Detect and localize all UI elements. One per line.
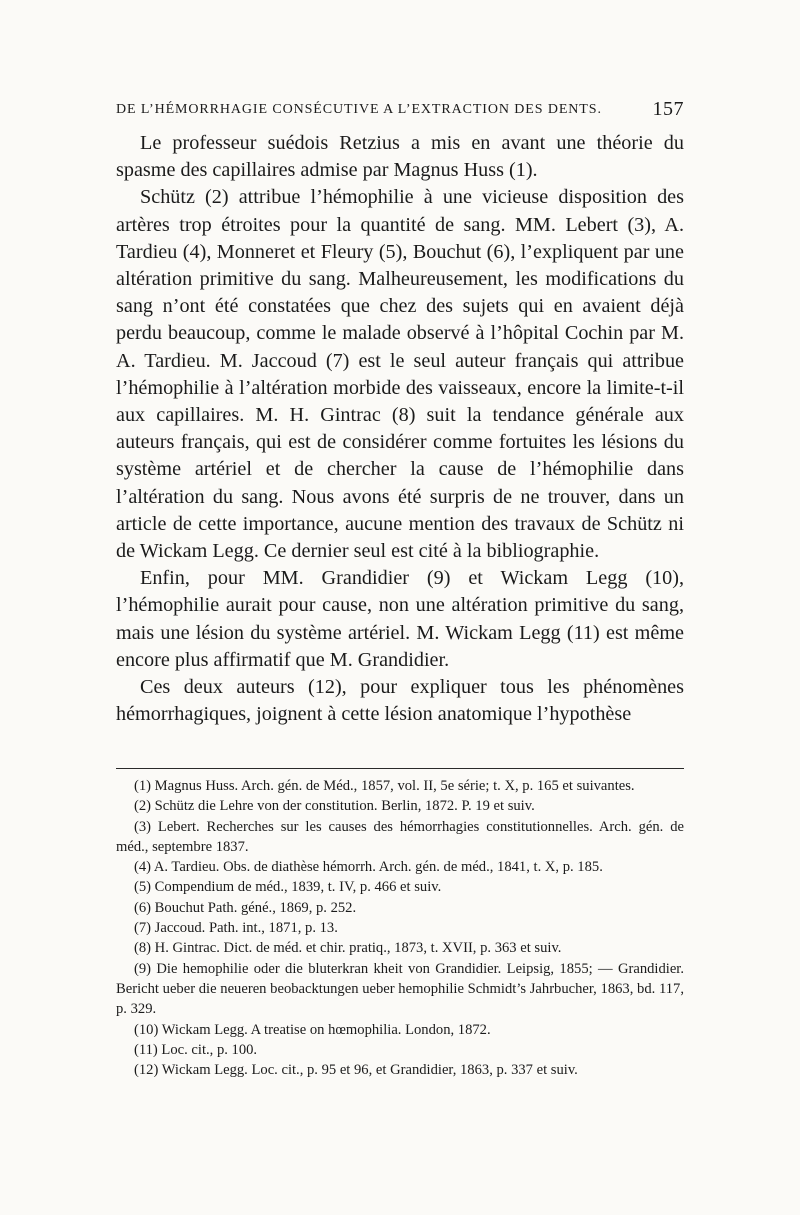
running-head [116, 98, 684, 122]
footnote: (10) Wickam Legg. A treatise on hœmophilia. London, 1872. [134, 1021, 491, 1038]
footnote: (3) Lebert. Recherches sur les causes des hémorrhagies constitutionnelles. Arch. gén. de méd., septembre 1837. [116, 818, 684, 855]
paragraph: Ces deux auteurs (12), pour expliquer tous les phénomènes hémorrhagiques, joignent à cette lésion anatomique l’hypothèse [116, 676, 684, 726]
paragraph: Enfin, pour MM. Grandidier (9) et Wickam Legg (10), l’hémophilie aurait pour cause, non une altération primitive du sang, mais une lésion du système artériel. M. Wickam Legg (11) est même encore plus affirmatif que M. Grandidier. [116, 567, 684, 671]
paragraph: Le professeur suédois Retzius a mis en avant une théorie du spasme des capillaires admise par Magnus Huss (1). [116, 132, 684, 182]
footnotes [116, 776, 684, 1080]
footnote: (6) Bouchut Path. géné., 1869, p. 252. [134, 899, 357, 916]
footnote-separator [116, 768, 684, 769]
footnote: (2) Schütz die Lehre von der constitution. Berlin, 1872. P. 19 et suiv. [134, 798, 535, 815]
footnote: (12) Wickam Legg. Loc. cit., p. 95 et 96, et Grandidier, 1863, p. 337 et suiv. [134, 1062, 578, 1079]
page-number: 157 [652, 98, 684, 120]
footnote: (1) Magnus Huss. Arch. gén. de Méd., 1857, vol. II, 5e série; t. X, p. 165 et suivantes. [134, 778, 635, 794]
footnote: (7) Jaccoud. Path. int., 1871, p. 13. [134, 920, 338, 937]
footnote: (5) Compendium de méd., 1839, t. IV, p. 466 et suiv. [134, 879, 442, 896]
footnote: (8) H. Gintrac. Dict. de méd. et chir. pratiq., 1873, t. XVII, p. 363 et suiv. [134, 940, 562, 957]
running-title: DE L’HÉMORRHAGIE CONSÉCUTIVE A L’EXTRACTION DES DENTS. [116, 102, 602, 117]
paragraph: Schütz (2) attribue l’hémophilie à une vicieuse disposition des artères trop étroites pour la quantité de sang. MM. Lebert (3), A. Tardieu (4), Monneret et Fleury (5), Bouchut (6), l’expliquent par une altération primitive du sang. Malheureusement, les modifications du sang n’ont été constatées que chez des sujets qui en avaient déjà perdu beaucoup, comme le malade observé à l’hôpital Cochin par M. A. Tardieu. M. Jaccoud (7) est le seul auteur français qui attribue l’hémophilie à l’altération morbide des vaisseaux, encore la limite-t-il aux capillaires. M. H. Gintrac (8) suit la tendance générale aux auteurs français, qui est de considérer comme fortuites les lésions du système artériel et de chercher la cause de l’hémophilie dans l’altération du sang. Nous avons été surpris de ne trouver, dans un article de cette importance, aucune mention des travaux de Schütz ni de Wickam Legg. Ce dernier seul est cité à la bibliographie. [116, 186, 684, 563]
footnote: (4) A. Tardieu. Obs. de diathèse hémorrh. Arch. gén. de méd., 1841, t. X, p. 185. [134, 859, 603, 876]
footnote: (9) Die hemophilie oder die bluterkran kheit von Grandidier. Leipsig, 1855; — Grandidier. Bericht ueber die neueren beobacktungen ueber hemophilie Schmidt’s Jahrbucher, 1863, bd. 117, p. 329. [116, 960, 684, 1018]
body-text [116, 130, 684, 728]
footnote: (11) Loc. cit., p. 100. [134, 1041, 258, 1058]
